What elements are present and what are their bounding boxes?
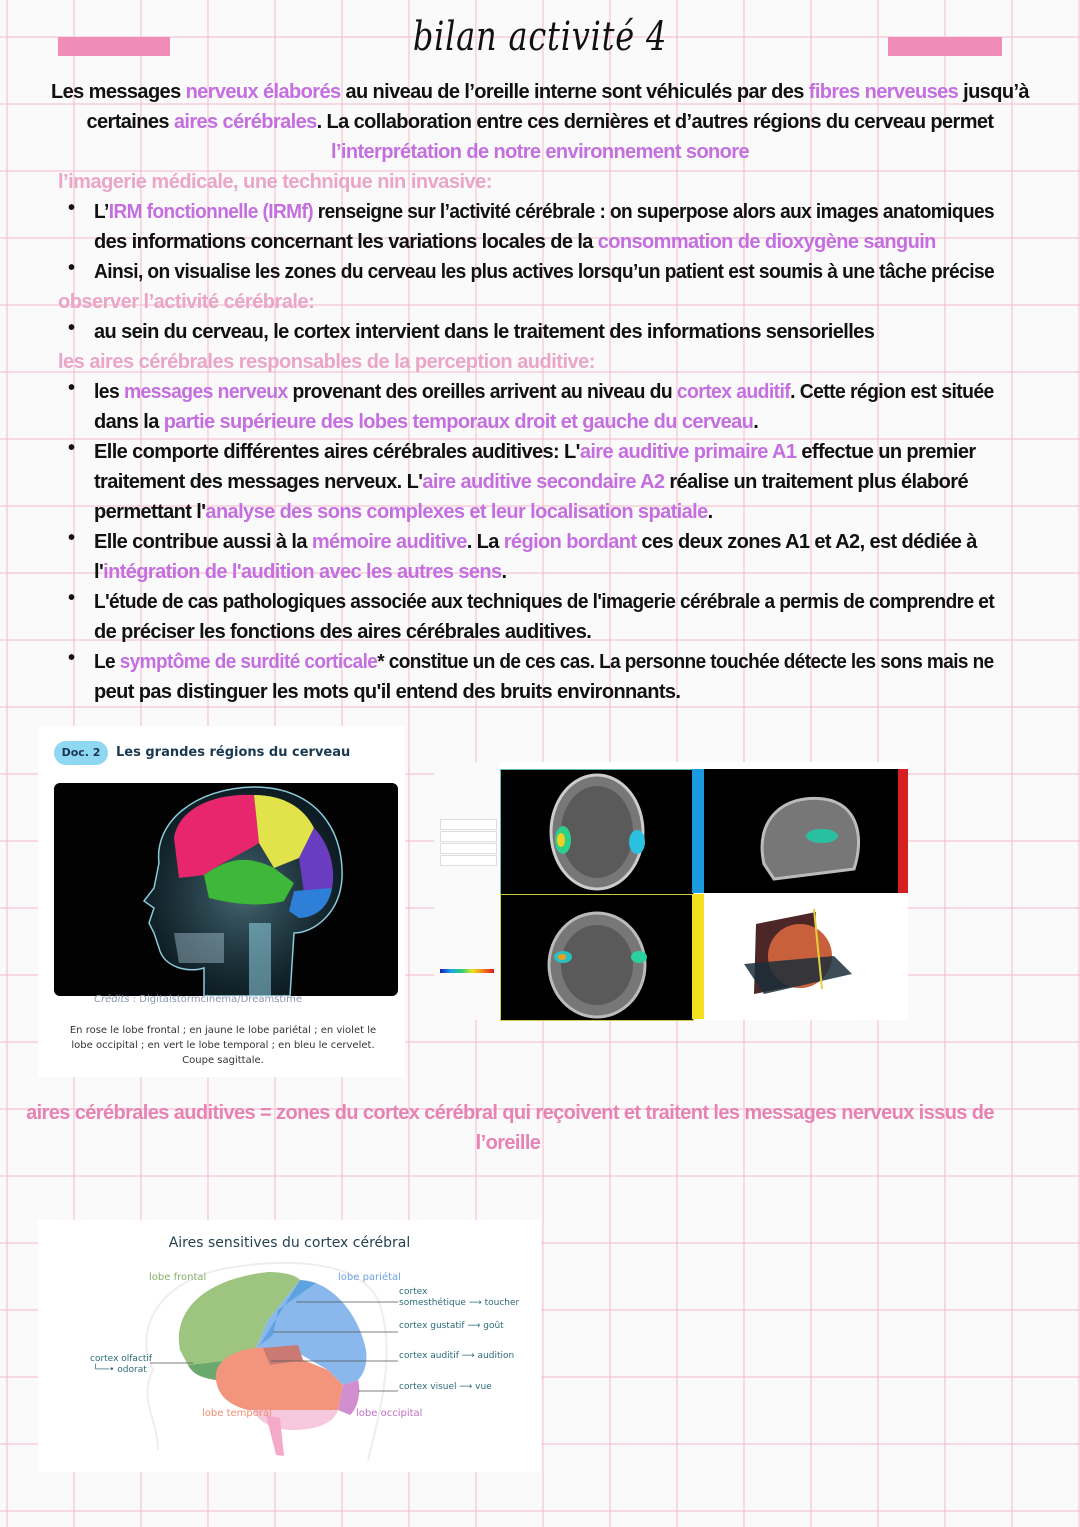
head-skull-illustration [54,783,398,996]
label-cortex-auditif: cortex auditif ⟶ audition [399,1351,515,1361]
image-credits: Crédits : Digitalstormcinema/Dreamstime [94,994,303,1005]
bullet-etude-line-1: L'étude de cas pathologiques associée aux techniques de l'imagerie cérébrale a permis de comprendre et [94,591,995,613]
bullet-messages-line-1: les messages nerveux provenant des oreilles arrivent au niveau du cortex auditif. Cette région est située [94,381,994,403]
page-title: bilan activité 4 [412,14,668,60]
viewer-option [440,831,497,842]
bullet-icon: • [68,527,76,549]
label-cortex-visuel: cortex visuel ⟶ vue [399,1382,492,1392]
bullet-aires-line-2: traitement des messages nerveux. L'aire auditive secondaire A2 réalise un traitement plus élaboré [94,471,968,493]
section-heading-imagerie: l’imagerie médicale, une technique nin invasive: [58,171,492,193]
doc2-card [38,726,405,1077]
viewer-option [440,819,497,830]
definition-line-1: aires cérébrales auditives = zones du cortex cérébral qui reçoivent et traitent les messages nerveux issus de [26,1102,994,1124]
coronal-view [500,894,694,1021]
bullet-ainsi: Ainsi, on visualise les zones du cerveau les plus actives lorsqu’un patient est soumis à une tâche précise [94,261,995,283]
bullet-irmf-line-1: L’IRM fonctionnelle (IRMf) renseigne sur l’activité cérébrale : on superpose alors aux images anatomiques [94,201,995,223]
viewer-sidebar [434,762,500,1020]
doc-title: Les grandes régions du cerveau [116,745,351,760]
bullet-surdite-line-1: Le symptôme de surdité corticale* constitue un de ces cas. La personne touchée détecte les sons mais ne [94,651,994,673]
bullet-icon: • [68,257,76,279]
viewer-option [440,855,497,866]
bullet-icon: • [68,647,76,669]
coronal-brain-scan [501,895,693,1020]
bullet-icon: • [68,317,76,339]
lobe-occipital-label: lobe occipital [356,1408,423,1419]
bullet-icon: • [68,437,76,459]
brain-xray-image [54,783,398,996]
axial-slider-bar[interactable] [692,769,704,893]
brain-lobes-diagram [38,1220,541,1472]
bullet-icon: • [68,197,76,219]
lobe-temporal-label: lobe temporal [202,1408,272,1419]
bullet-memoire-line-1: Elle contribue aussi à la mémoire auditive. La région bordant ces deux zones A1 et A2, est dédiée à [94,531,977,553]
mri-viewer-screenshot [434,762,908,1020]
axial-view [500,769,694,895]
axial-brain-scan [501,770,693,894]
aires-sensitives-card [38,1220,541,1472]
sagittal-brain-scan [704,769,898,893]
3d-head-model [704,894,908,1019]
label-cortex-olfactif: cortex olfactif └──• odorat [90,1354,153,1375]
coronal-slider-bar[interactable] [692,894,704,1019]
3d-view [704,894,908,1019]
bullet-messages-line-2: dans la partie supérieure des lobes temporaux droit et gauche du cerveau. [94,411,759,433]
intro-line-3: l’interprétation de notre environnement sonore [330,141,750,163]
definition-line-2: l’oreille [475,1132,541,1154]
bullet-irmf-line-2: des informations concernant les variations locales de la consommation de dioxygène sanguin [94,231,936,253]
section-heading-aires: les aires cérébrales responsables de la perception auditive: [58,351,595,373]
viewer-option [440,843,497,854]
sagittal-slider-bar[interactable] [898,769,908,893]
sagittal-view [704,769,898,893]
lobe-frontal-label: lobe frontal [149,1272,207,1283]
bullet-icon: • [68,377,76,399]
heatmap-colorbar [440,969,494,973]
label-cortex-somesthetique: cortex somesthétique ⟶ toucher [399,1287,520,1308]
intro-line-2: certaines aires cérébrales. La collaboration entre ces dernières et d’autres régions du cerveau permet [86,111,994,133]
bullet-aires-line-1: Elle comporte différentes aires cérébrales auditives: L'aire auditive primaire A1 effectue un premier [94,441,976,463]
doc-caption: En rose le lobe frontal ; en jaune le lobe pariétal ; en violet le lobe occipital ; en vert le lobe temporal ; en bleu le cervelet. Coupe sagittale. [69,1025,377,1066]
bullet-cortex: au sein du cerveau, le cortex intervient dans le traitement des informations sensorielles [94,321,875,343]
bullet-aires-line-3: permettant l'analyse des sons complexes et leur localisation spatiale. [94,501,713,523]
section-heading-observer: observer l’activité cérébrale: [58,291,315,313]
doc-badge: Doc. 2 [54,741,108,765]
bullet-etude-line-2: de préciser les fonctions des aires cérébrales auditives. [94,621,592,643]
label-cortex-gustatif: cortex gustatif ⟶ goût [399,1321,504,1331]
bullet-surdite-line-2: peut pas distinguer les mots qu'il entend des bruits environnants. [94,681,681,703]
bullet-icon: • [68,587,76,609]
lobe-parietal-label: lobe pariétal [338,1272,401,1283]
diagram-title: Aires sensitives du cortex cérébral [168,1235,411,1251]
intro-line-1: Les messages nerveux élaborés au niveau de l’oreille interne sont véhiculés par des fibres nerveuses jusqu’à [51,81,1029,103]
bullet-memoire-line-2: l'intégration de l'audition avec les autres sens. [94,561,507,583]
